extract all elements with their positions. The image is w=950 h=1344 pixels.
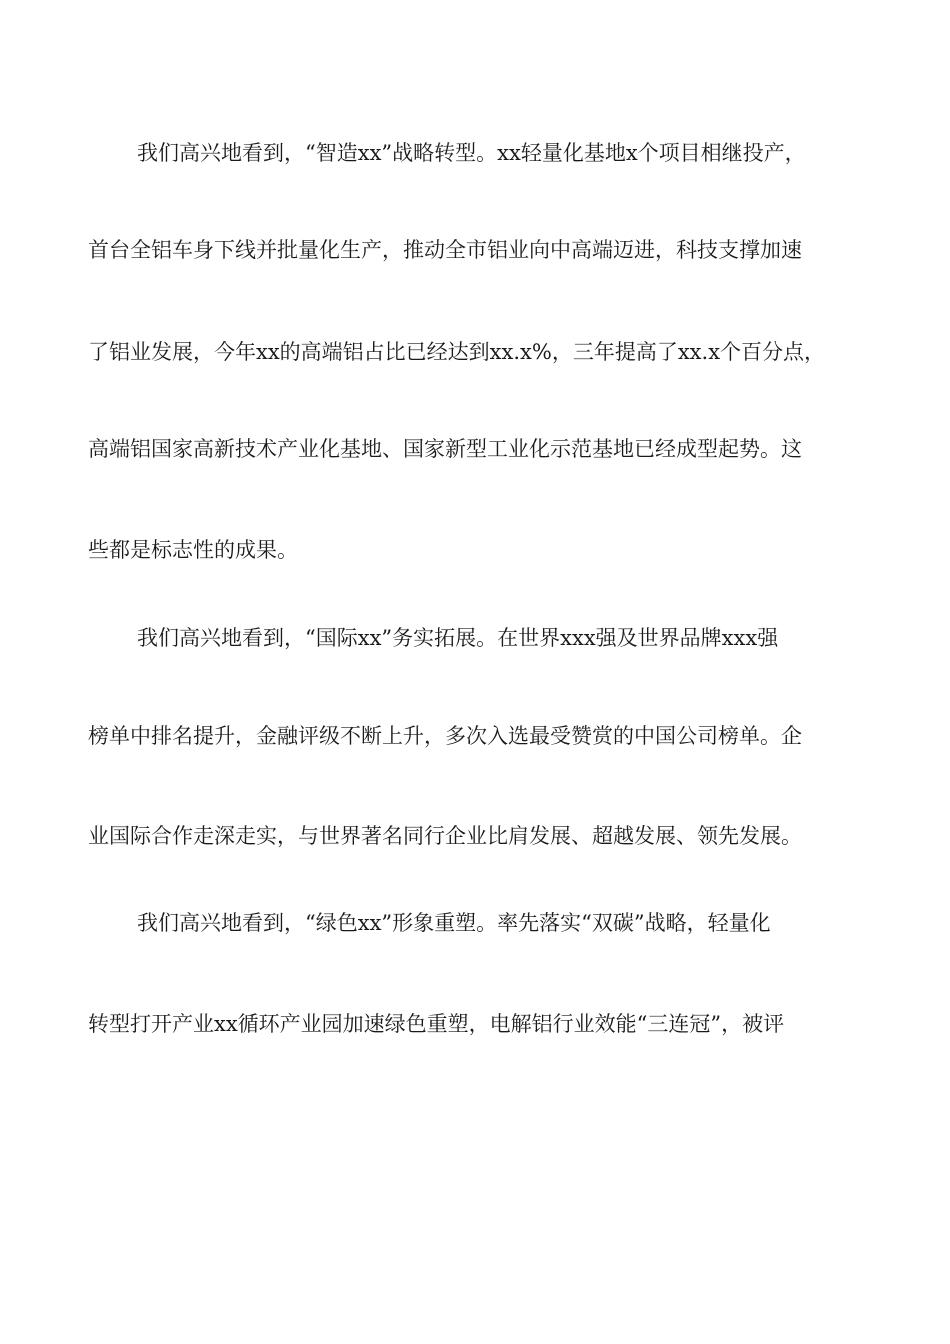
paragraph-1-line-3: 了铝业发展，今年xx的高端铝占比已经达到xx.x%，三年提高了xx.x个百分点， xyxy=(88,340,826,364)
paragraph-1-line-1: 我们高兴地看到，“智造xx”战略转型。xx轻量化基地x个项目相继投产， xyxy=(137,141,806,165)
paragraph-2-line-2: 榜单中排名提升，金融评级不断上升，多次入选最受赞赏的中国公司榜单。企 xyxy=(88,724,802,748)
paragraph-3-line-2: 转型打开产业xx循环产业园加速绿色重塑，电解铝行业效能“三连冠”，被评 xyxy=(88,1012,785,1036)
paragraph-3-line-1: 我们高兴地看到，“绿色xx”形象重塑。率先落实“双碳”战略，轻量化 xyxy=(137,911,771,935)
paragraph-1-line-5: 些都是标志性的成果。 xyxy=(88,538,298,562)
paragraph-1-line-4: 高端铝国家高新技术产业化基地、国家新型工业化示范基地已经成型起势。这 xyxy=(88,437,802,461)
paragraph-2-line-1: 我们高兴地看到，“国际xx”务实拓展。在世界xxx强及世界品牌xxx强 xyxy=(137,626,779,650)
paragraph-2-line-3: 业国际合作走深走实，与世界著名同行企业比肩发展、超越发展、领先发展。 xyxy=(88,824,802,848)
paragraph-1-line-2: 首台全铝车身下线并批量化生产，推动全市铝业向中高端迈进，科技支撑加速 xyxy=(88,238,802,262)
